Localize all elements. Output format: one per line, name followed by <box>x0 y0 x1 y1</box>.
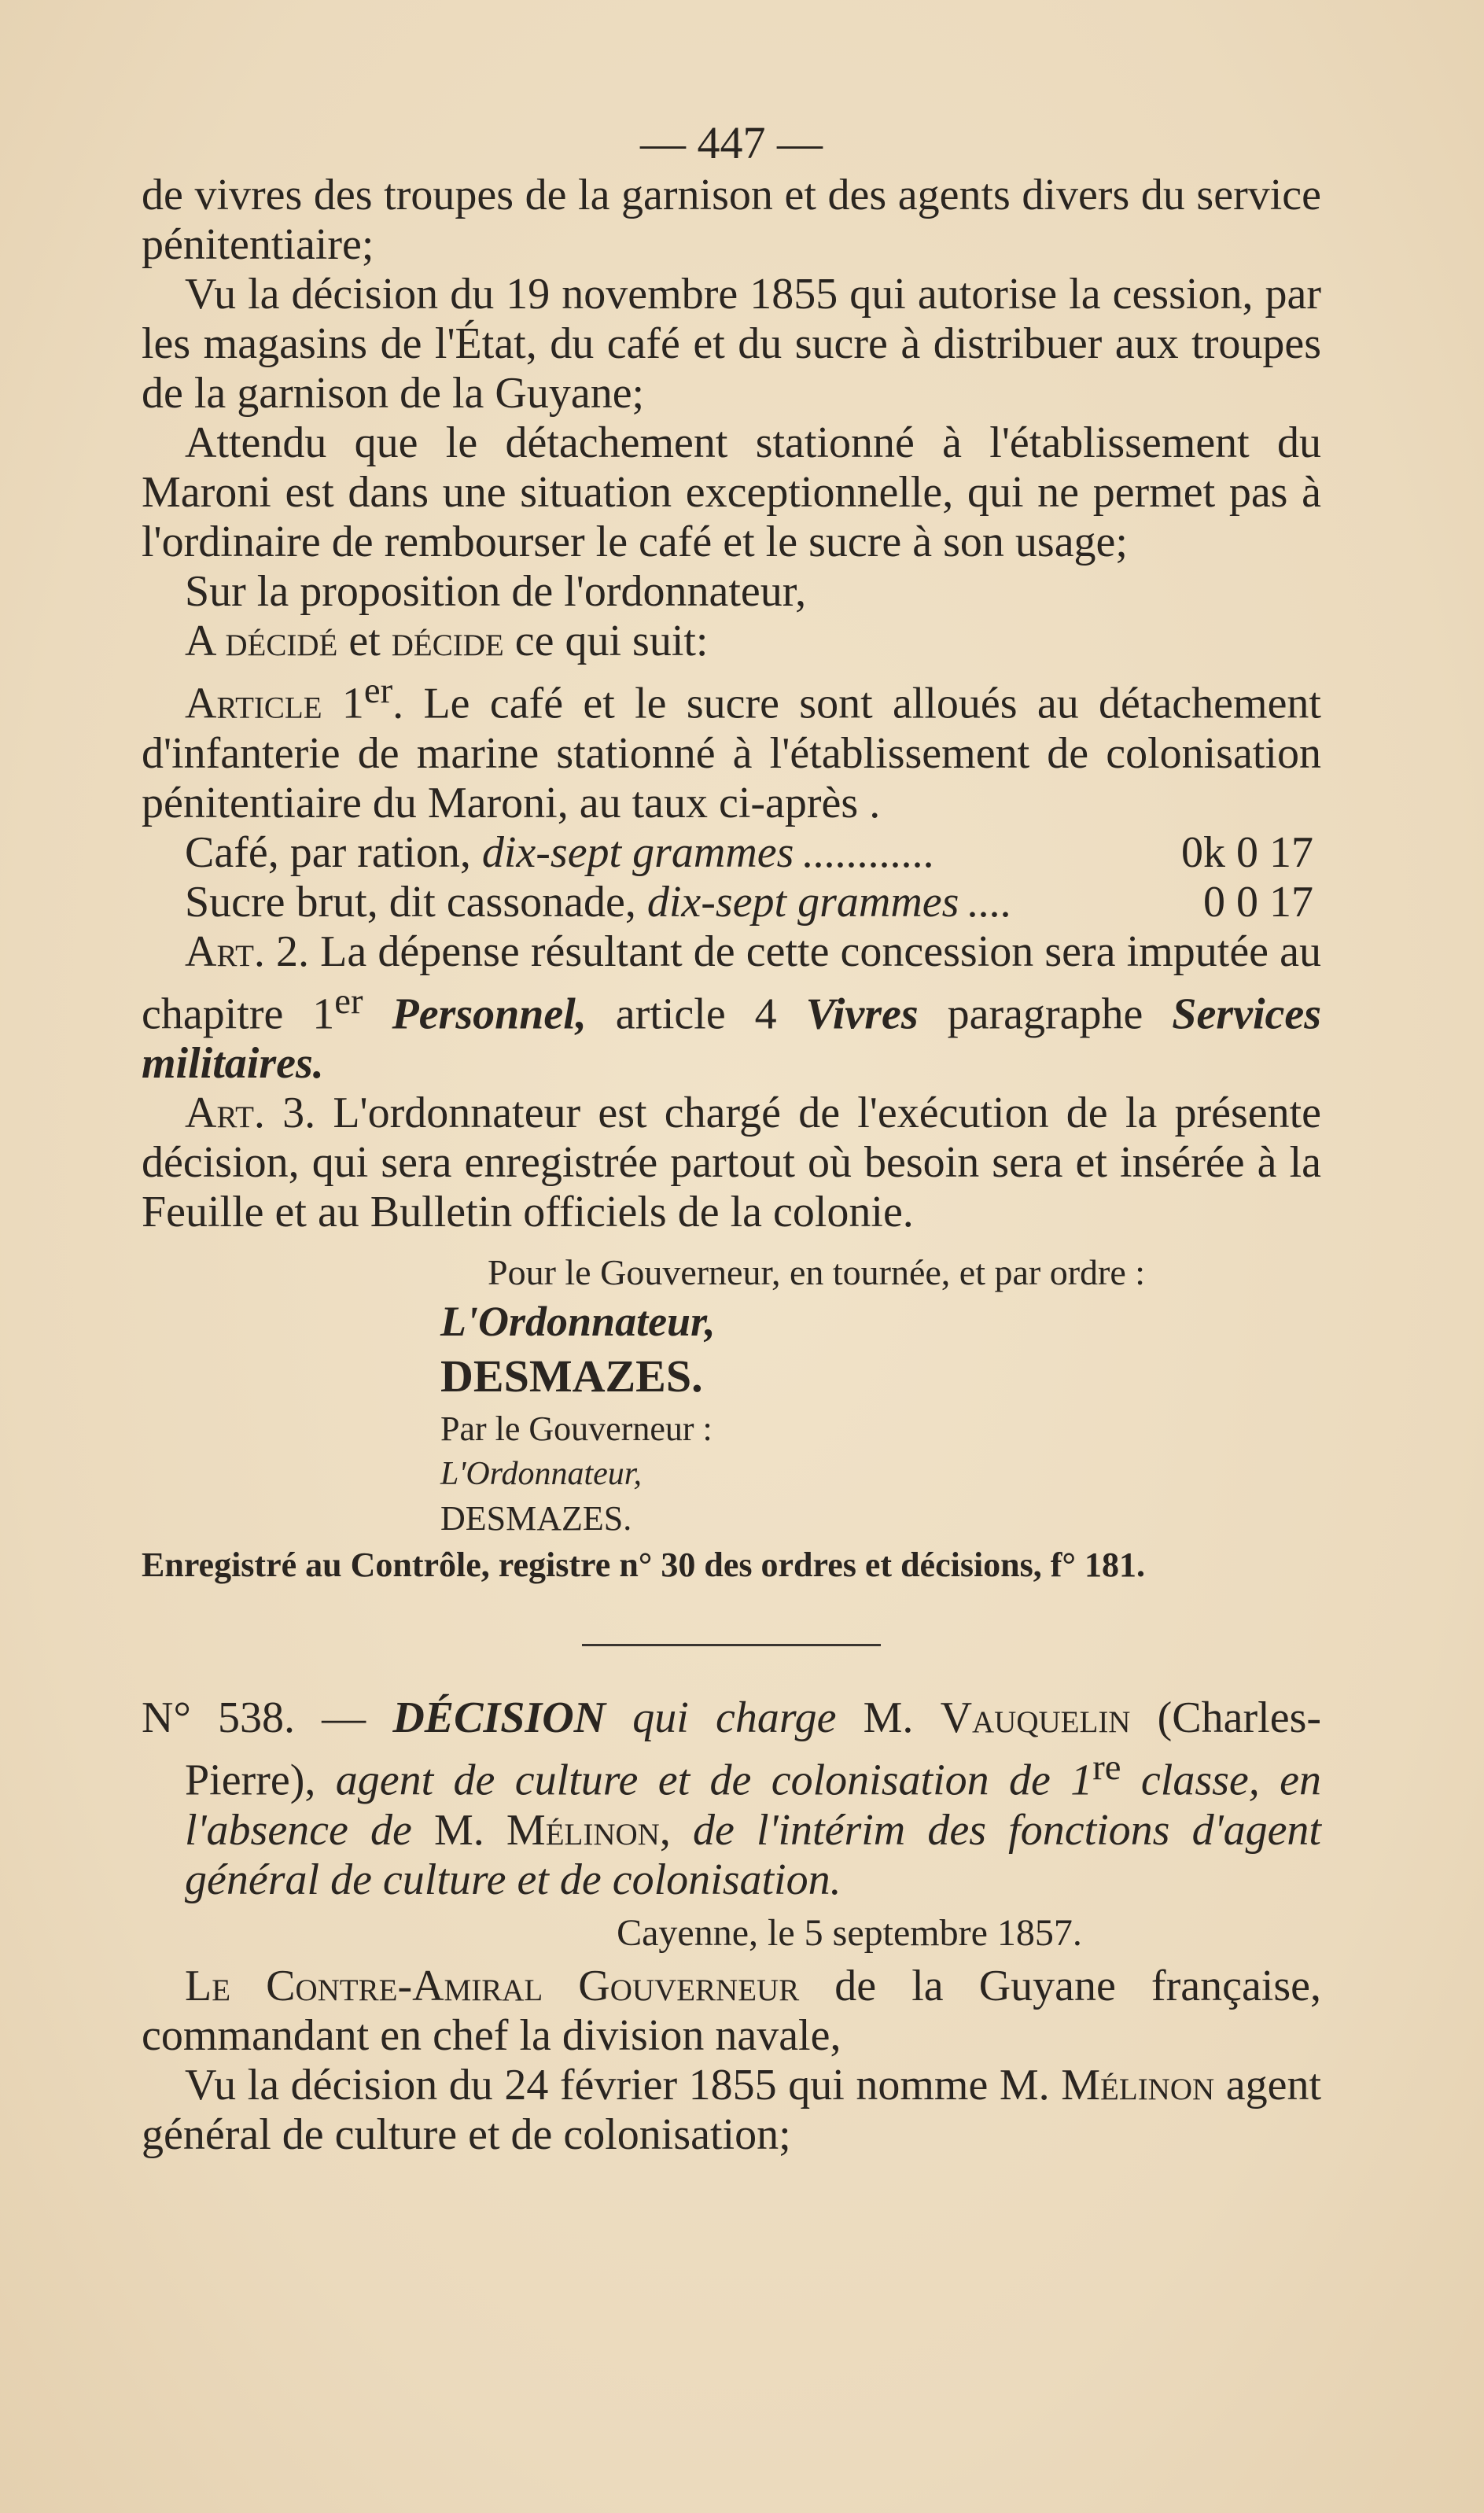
ration-amount: 0k 0 17 <box>1181 827 1313 877</box>
ration-italic: dix-sept grammes <box>646 877 959 927</box>
paragraph-contre-amiral: Le Contre-Amiral Gouverneur de la Guyane française, commandant en chef la division navale, <box>142 1961 1322 2060</box>
signature-ordonnateur-title-2: L'Ordonnateur, <box>440 1456 642 1493</box>
article-3-label: Art. 3. <box>185 1089 316 1138</box>
registration-line: Enregistré au Contrôle, registre n° 30 des ordres et décisions, f° 181. <box>142 1546 1146 1585</box>
signature-name: DESMAZES. <box>440 1350 703 1402</box>
signature-name-2: DESMAZES. <box>440 1499 632 1538</box>
decide-word-1: décidé <box>225 617 338 665</box>
article-1 <box>142 666 1321 828</box>
article-2: Art. 2. La dépense résultant de cette concession sera imputée au chapitre 1er Personnel, article 4 Vivres paragraphe Services militaires. <box>142 927 1322 1089</box>
section-divider <box>582 1644 881 1646</box>
article-1-sup: er <box>363 670 393 711</box>
ration-amount: 0 0 17 <box>1203 877 1313 927</box>
ration-lead: Café, par ration, <box>185 827 471 877</box>
paragraph-continuation: de vivres des troupes de la garnison et des agents divers du service pénitentiaire; <box>142 171 1321 269</box>
ration-dots: .... <box>967 877 1011 927</box>
signature-par-gouverneur: Par le Gouverneur : <box>440 1409 713 1449</box>
paragraph-vu-decision: Vu la décision du 19 novembre 1855 qui autorise la cession, par les magasins de l'État, du café et du sucre à distribuer aux troupes de la garnison de la Guyane; <box>142 270 1321 418</box>
ration-italic: dix-sept grammes <box>481 827 794 877</box>
decision-538-heading: N° 538. — DÉCISION qui charge M. Vauquelin (Charles-Pierre), agent de culture et de colonisation de 1re classe, en l'absence de M. Mélinon, de l'intérim des fonctions d'agent général de culture et de colonisation. <box>142 1693 1322 1904</box>
decide-line <box>142 617 1321 666</box>
decide-et: et <box>348 617 381 665</box>
article-3 <box>142 1089 1321 1237</box>
decide-rest: ce qui suit: <box>514 617 709 665</box>
ration-row-cafe <box>142 828 1321 878</box>
text-column <box>142 118 1321 2160</box>
paragraph-vu-melinon: Vu la décision du 24 février 1855 qui nomme M. Mélinon agent général de culture et de colonisation; <box>142 2060 1321 2159</box>
date-line: Cayenne, le 5 septembre 1857. <box>617 1911 1082 1954</box>
page-number: — 447 — <box>640 117 823 168</box>
ration-lead: Sucre brut, dit cassonade, <box>185 877 636 927</box>
signature-pour-gouverneur: Pour le Gouverneur, en tournée, et par ordre : <box>488 1252 1146 1293</box>
article-2-label: Art. 2. <box>185 927 310 976</box>
article-1-label: Article 1 <box>185 679 364 728</box>
decide-word-2: décide <box>391 617 504 665</box>
article-1-text: . Le café et le sucre sont alloués au détachement d'infanterie de marine stationné à l'établissement de colonisation pénitentiaire du Maroni, au taux ci-après . <box>142 679 1321 827</box>
article-3-text: L'ordonnateur est chargé de l'exécution de la présente décision, qui sera enregistrée partout où besoin sera et insérée à la Feuille et au Bulletin officiels de la colonie. <box>142 1089 1322 1237</box>
paragraph-attendu: Attendu que le détachement stationné à l'établissement du Maroni est dans une situation exceptionnelle, qui ne permet pas à l'ordinaire de rembourser le café et le sucre à son usage; <box>142 418 1321 566</box>
signature-ordonnateur-title: L'Ordonnateur, <box>440 1298 716 1346</box>
ration-dots: ............ <box>801 827 934 877</box>
paragraph-proposition: Sur la proposition de l'ordonnateur, <box>185 567 807 616</box>
ration-row-sucre <box>142 878 1321 927</box>
decide-a: A <box>185 617 215 665</box>
